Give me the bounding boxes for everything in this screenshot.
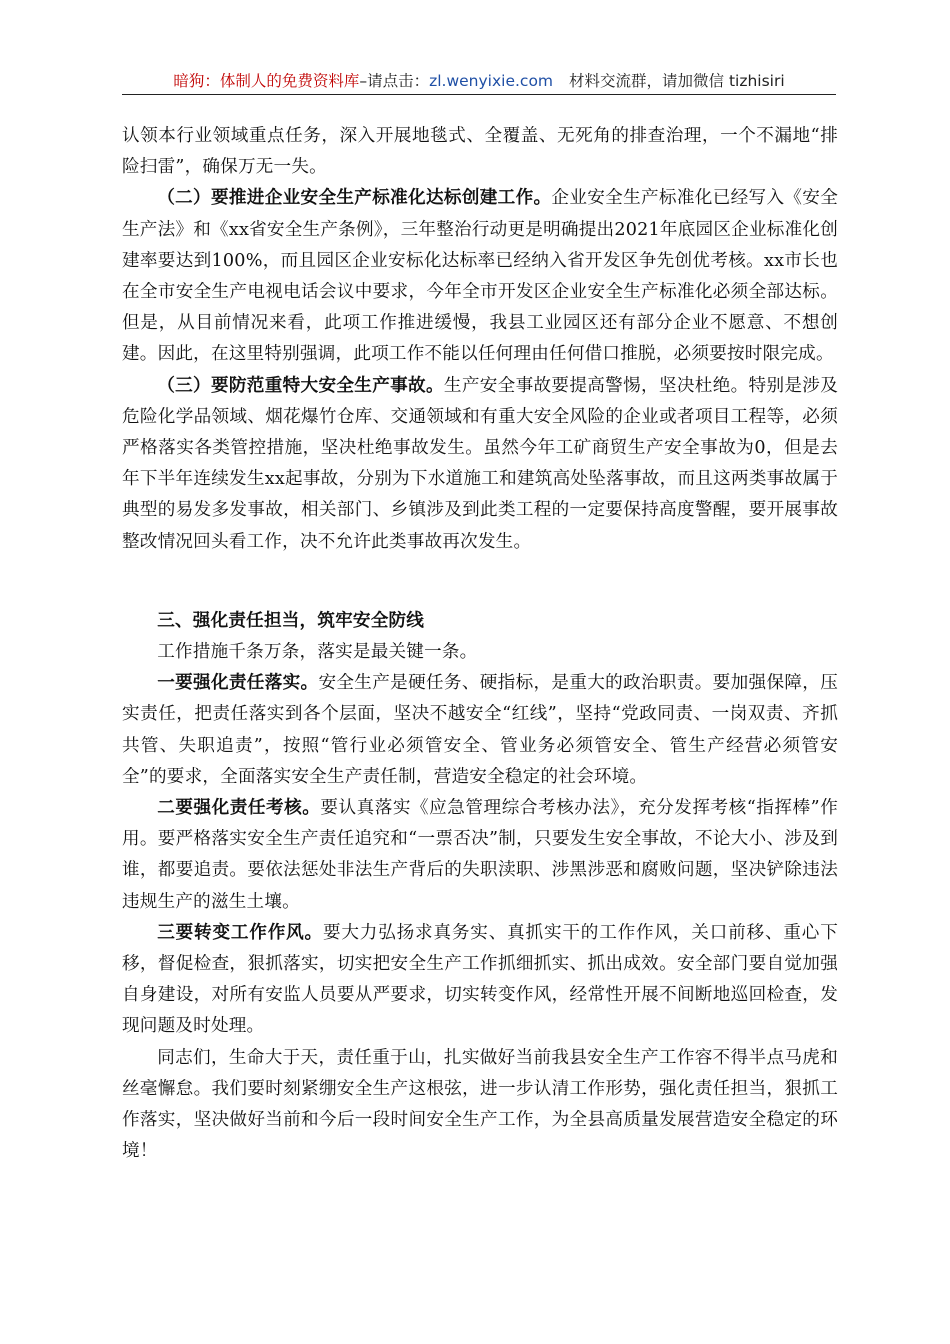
page-header xyxy=(122,68,836,95)
paragraph-lead: （二）要推进企业安全生产标准化达标创建工作。 xyxy=(157,188,552,209)
paragraph-lead: 三要转变工作作风。 xyxy=(157,922,323,943)
paragraph xyxy=(122,121,838,183)
header-brand: 暗狗：体制人的免费资料库 xyxy=(173,72,360,90)
header-wechat: 材料交流群，请加微信 tizhisiri xyxy=(569,72,785,90)
document-body xyxy=(122,121,838,1168)
paragraph-text: 要认真落实《应急管理综合考核办法》，充分发挥考核“指挥棒”作用。要严格落实安全生产责任追究和“一票否决”制，只要发生安全事故，不论大小、涉及到谁，都要追责。要依法惩处非法生产背后的失职渎职、涉黑涉恶和腐败问题，坚决铲除违法违规生产的滋生土壤。 xyxy=(122,798,838,912)
paragraph-text: 安全生产是硬任务、硬指标，是重大的政治职责。要加强保障，压实责任，把责任落实到各个层面，坚决不越安全“红线”，坚持“党政同责、一岗双责、齐抓共管、失职追责”，按照“管行业必须管安全、管业务必须管安全、管生产经营必须管安全”的要求，全面落实安全生产责任制，营造安全稳定的社会环境。 xyxy=(122,673,838,787)
paragraph xyxy=(122,918,838,1043)
section-intro: 工作措施千条万条，落实是最关键一条。 xyxy=(157,642,478,663)
paragraph-text: 认领本行业领域重点任务，深入开展地毯式、全覆盖、无死角的排查治理，一个不漏地“排险扫雷”，确保万无一失。 xyxy=(122,126,838,178)
paragraph xyxy=(122,371,838,558)
paragraph xyxy=(122,668,838,793)
section-gap xyxy=(122,558,838,606)
paragraph-text: 生产安全事故要提高警惕，坚决杜绝。特别是涉及危险化学品领域、烟花爆竹仓库、交通领域和有重大安全风险的企业或者项目工程等，必须严格落实各类管控措施，坚决杜绝事故发生。虽然今年工矿商贸生产安全事故为0，但是去年下半年连续发生xx起事故，分别为下水道施工和建筑高处坠落事故，而且这两类事故属于典型的易发多发事故，相关部门、乡镇涉及到此类工程的一定要保持高度警醒，要开展事故整改情况回头看工作，决不允许此类事故再次发生。 xyxy=(122,375,839,552)
section-heading: 三、强化责任担当，筑牢安全防线 xyxy=(157,610,425,631)
paragraph-lead: 一要强化责任落实。 xyxy=(157,673,319,694)
paragraph-text: 企业安全生产标准化已经写入《安全生产法》和《xx省安全生产条例》，三年整治行动更是明确提出2021年底园区企业标准化创建率要达到100%，而且园区企业安标化达标率已经纳入省开发区争先创优考核。xx市长也在全市安全生产电视电话会议中要求，今年全市开发区企业安全生产标准化必须全部达标。但是，从目前情况来看，此项工作推进缓慢，我县工业园区还有部分企业不愿意、不想创建。因此，在这里特别强调，此项工作不能以任何理由任何借口推脱，必须要按时限完成。 xyxy=(122,188,839,365)
paragraph-lead: 二要强化责任考核。 xyxy=(157,798,321,819)
paragraph-text: 要大力弘扬求真务实、真抓实干的工作作风，关口前移、重心下移，督促检查，狠抓落实，切实把安全生产工作抓细抓实、抓出成效。安全部门要自觉加强自身建设，对所有安监人员要从严要求，切实转变作风，经常性开展不间断地巡回检查，发现问题及时处理。 xyxy=(122,922,838,1037)
header-prompt: –请点击： xyxy=(359,72,430,90)
paragraph xyxy=(122,793,838,918)
paragraph xyxy=(122,183,838,370)
header-link[interactable]: zl.wenyixie.com xyxy=(429,72,554,90)
paragraph-lead: （三）要防范重特大安全生产事故。 xyxy=(157,375,444,396)
closing-paragraph: 同志们，生命大于天，责任重于山，扎实做好当前我县安全生产工作容不得半点马虎和丝毫懈怠。我们要时刻紧绷安全生产这根弦，进一步认清工作形势，强化责任担当，狠抓工作落实，坚决做好当前和今后一段时间安全生产工作，为全县高质量发展营造安全稳定的环境！ xyxy=(122,1047,838,1162)
